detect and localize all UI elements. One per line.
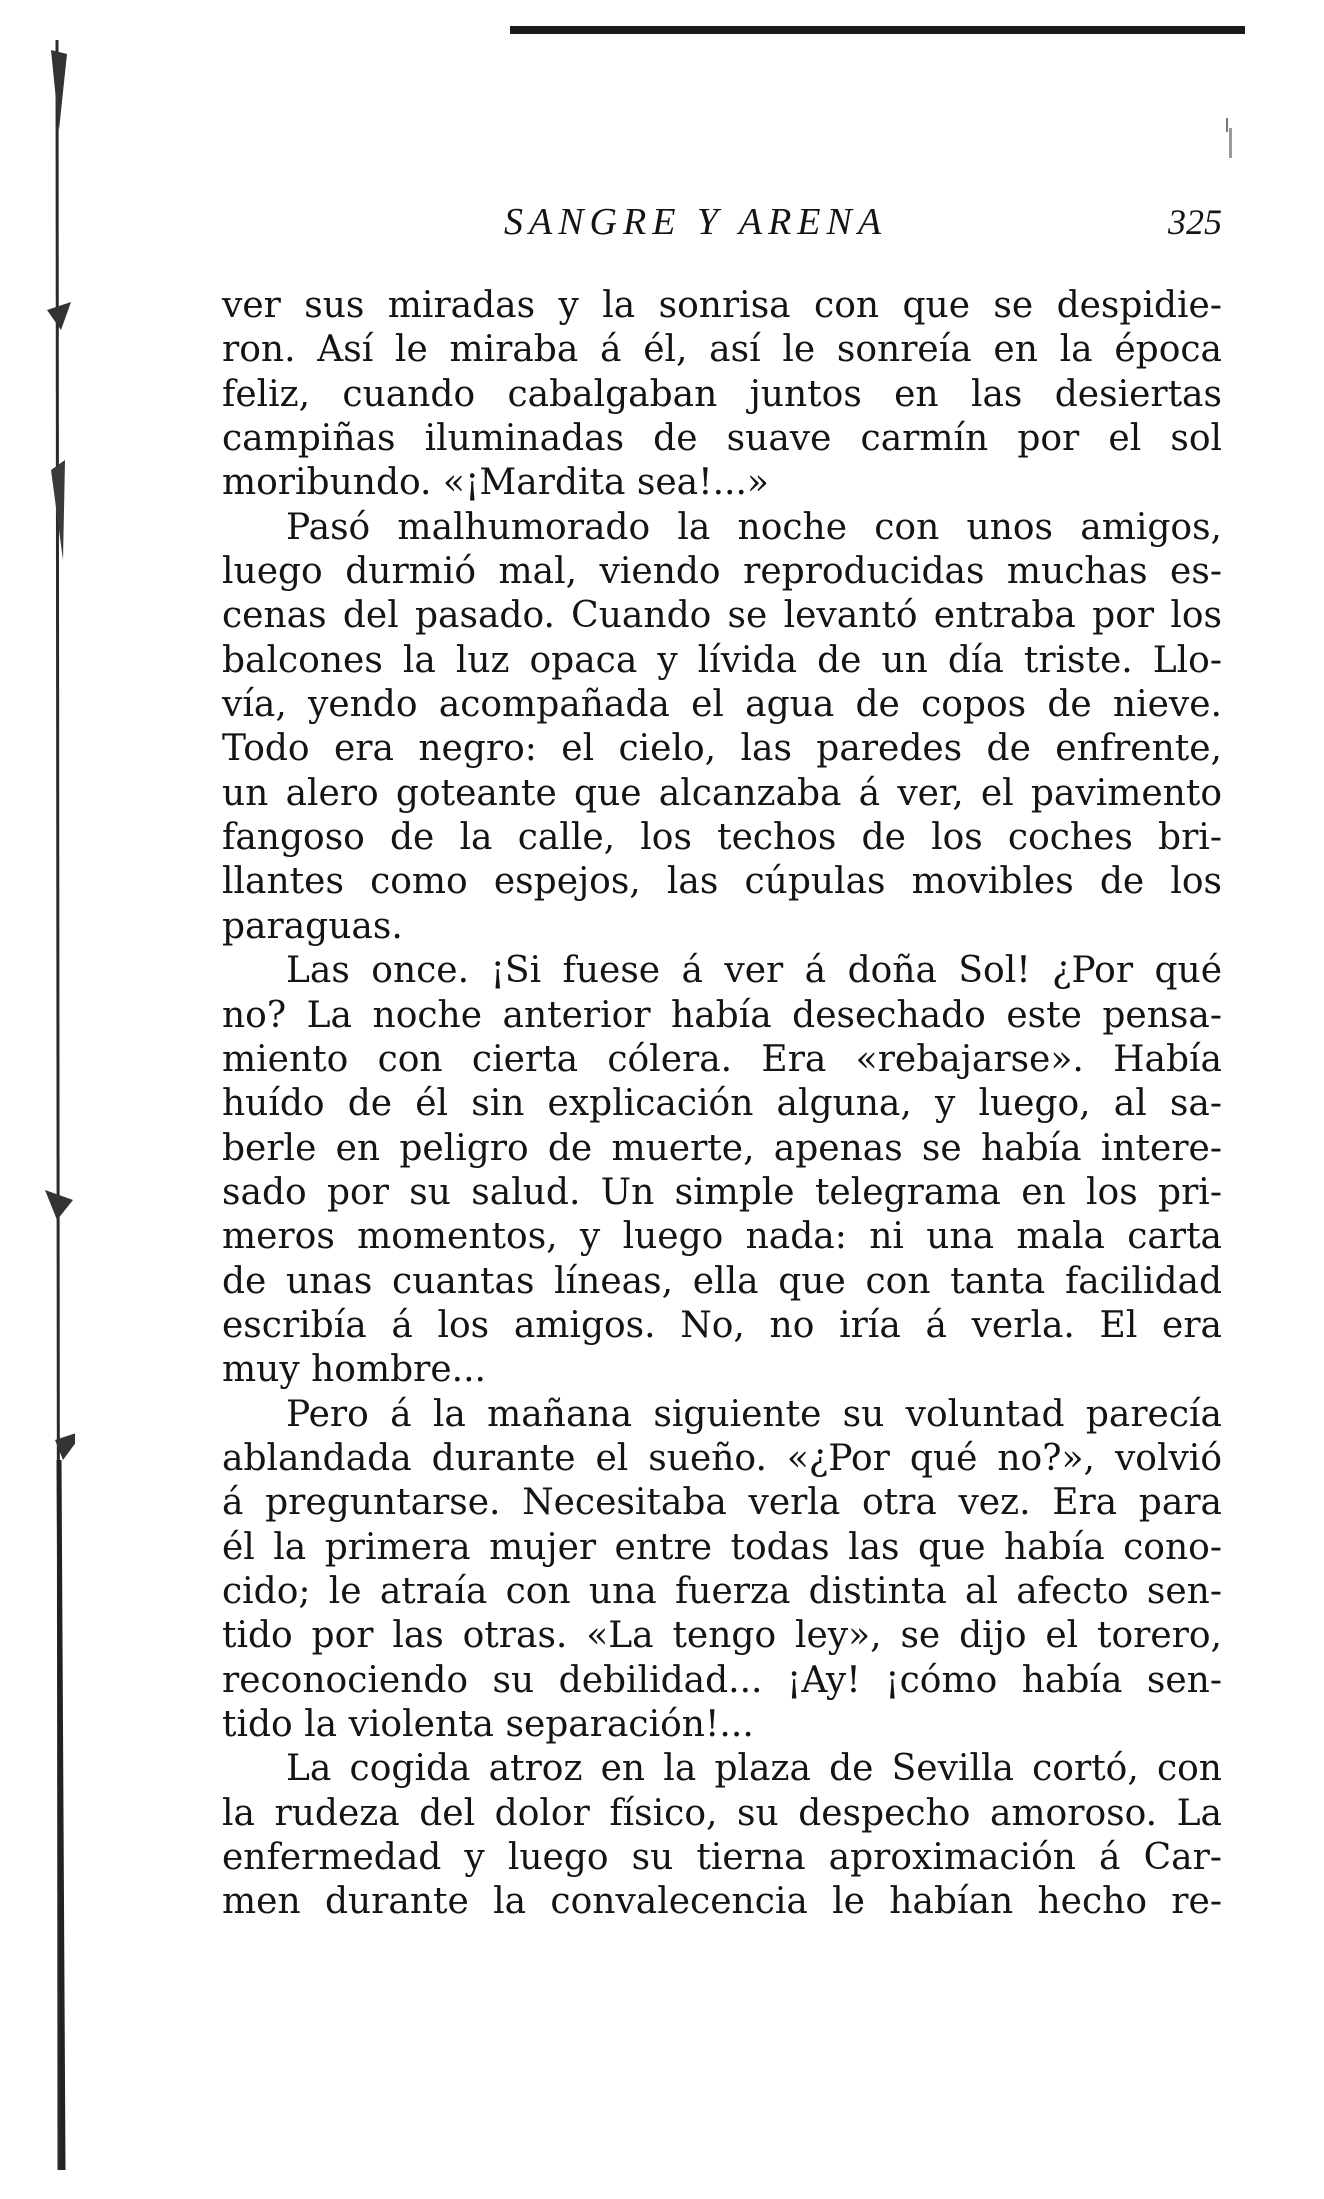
text-line: paraguas. [222,905,403,947]
text-line: La cogida atroz en la plaza de Sevilla cortó, con [286,1748,1222,1790]
text-line: moribundo. «¡Mardita sea!...» [222,462,769,504]
text-line: sado por su salud. Un simple telegrama en los pri- [222,1171,1222,1213]
text-line: enfermedad y luego su tierna aproximación á Car- [222,1837,1222,1879]
top-rule [510,26,1245,34]
text-line: vía, yendo acompañada el agua de copos de nieve. [222,684,1222,726]
text-line: campiñas iluminadas de suave carmín por el sol [222,418,1222,460]
text-line: ron. Así le miraba á él, así le sonreía en la época [222,329,1222,371]
text-line: huído de él sin explicación alguna, y luego, al sa- [222,1083,1222,1125]
body-text [222,284,1222,1925]
text-line: ablandada durante el sueño. «¿Por qué no?», volvió [222,1437,1222,1479]
running-title: SANGRE Y ARENA [504,201,888,243]
running-head [222,198,1222,248]
page-number: 325 [1168,202,1222,242]
binding-edge [45,40,75,2170]
text-line: cido; le atraía con una fuerza distinta al afecto sen- [222,1570,1222,1612]
text-line: muy hombre... [222,1349,486,1391]
text-line: balcones la luz opaca y lívida de un día triste. Llo- [222,639,1222,681]
text-line: no? La noche anterior había desechado este pensa- [222,994,1222,1036]
text-line: Las once. ¡Si fuese á ver á doña Sol! ¿Por qué [286,950,1222,992]
text-line: meros momentos, y luego nada: ni una mala carta [222,1216,1222,1258]
text-line: luego durmió mal, viendo reproducidas muchas es- [222,551,1222,593]
text-line: tido por las otras. «La tengo ley», se dijo el torero, [222,1615,1222,1657]
text-line: fangoso de la calle, los techos de los coches bri- [222,817,1222,859]
text-line: feliz, cuando cabalgaban juntos en las desiertas [222,373,1222,415]
text-line: Pero á la mañana siguiente su voluntad parecía [286,1393,1222,1435]
text-line: la rudeza del dolor físico, su despecho amoroso. La [222,1792,1222,1834]
text-line: él la primera mujer entre todas las que había cono- [222,1526,1222,1568]
text-line: men durante la convalecencia le habían hecho re- [222,1881,1222,1923]
text-line: Todo era negro: el cielo, las paredes de enfrente, [222,728,1222,770]
text-line: llantes como espejos, las cúpulas movibles de los [222,861,1222,903]
text-line: un alero goteante que alcanzaba á ver, el pavimento [222,772,1222,814]
text-line: miento con cierta cólera. Era «rebajarse». Había [222,1038,1222,1080]
text-line: berle en peligro de muerte, apenas se había intere- [222,1127,1222,1169]
text-line: ver sus miradas y la sonrisa con que se despidie- [222,285,1222,326]
text-line: reconociendo su debilidad... ¡Ay! ¡cómo había sen- [222,1659,1222,1701]
scan-specks [1224,118,1234,162]
text-line: Pasó malhumorado la noche con unos amigos, [286,506,1222,548]
text-line: escribía á los amigos. No, no iría á verla. El era [222,1304,1222,1346]
text-line: de unas cuantas líneas, ella que con tanta facilidad [222,1260,1222,1302]
text-line: á preguntarse. Necesitaba verla otra vez. Era para [222,1482,1222,1524]
text-line: tido la violenta separación!... [222,1704,754,1745]
text-line: cenas del pasado. Cuando se levantó entraba por los [222,595,1222,637]
